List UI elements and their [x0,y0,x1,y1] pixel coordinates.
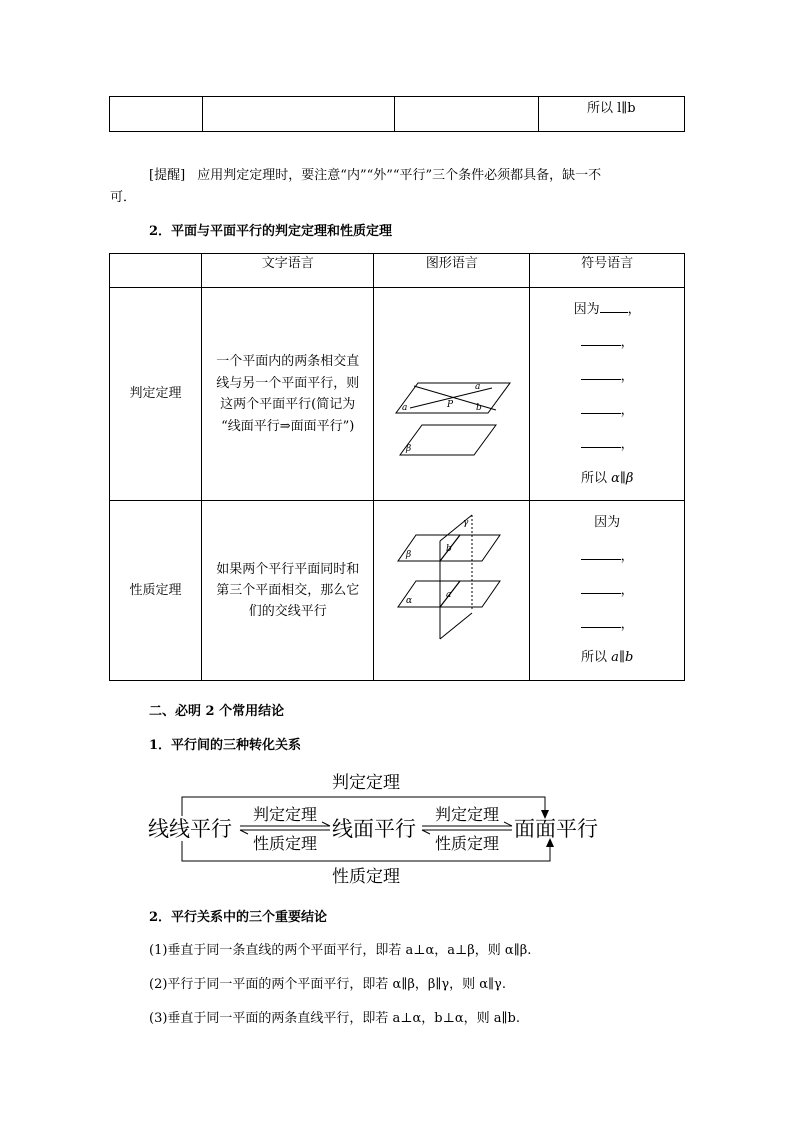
symbol-line: ， [530,428,684,462]
part-heading: 二、必明 2 个常用结论 [149,704,285,719]
arrow2-top: 判定定理 [434,805,500,824]
symbol-line: ， [530,394,684,428]
conclusion-item: (3)垂直于同一平面的两条直线平行，即若 a⊥α，b⊥α，则 a∥b. [149,1011,520,1026]
fig-label: a [402,403,408,413]
parallel-planes-figure [374,288,529,493]
arrow2-bottom: 性质定理 [434,834,500,853]
table-header [110,254,202,288]
sub-heading: 1．平行间的三种转化关系 [149,738,302,753]
text-line: 第三个平面相交，那么它 [216,582,360,598]
fig-label: β [406,444,412,454]
symbol-line: ， [530,326,684,360]
node-line-line: 线线平行 [148,817,232,841]
tip-line-2: 可． [110,190,137,205]
conversion-diagram [140,764,620,894]
symbol-line: ， [530,574,684,608]
tip-line-1 [149,164,601,183]
tip-tag: [提醒] [149,168,186,183]
tip-text-1: 应用判定定理时，要注意“内”“外”“平行”三个条件必须都具备，缺一不 [197,168,602,183]
top-table [109,96,685,132]
text-line: 这两个平面平行(简记为 [220,397,356,413]
top-table-cell [395,97,538,132]
text-line: 们的交线平行 [248,604,327,620]
text-line: 一个平面内的两条相交直 [216,354,360,370]
fig-label: β [406,550,412,561]
node-plane-plane: 面面平行 [514,817,598,841]
text-line: “线面平行⇒面面平行”) [221,418,355,434]
row-figure [374,288,530,501]
top-table-cell [110,97,203,132]
row-text [202,288,374,501]
text-line: 线与另一个平面平行，则 [216,375,360,391]
diagram-top-label: 判定定理 [332,773,400,793]
diagram-bottom-label: 性质定理 [332,867,400,887]
table-header: 符号语言 [530,254,685,288]
row-name: 判定定理 [110,288,202,501]
fig-label: P [447,400,454,410]
symbol-line: 因为 ， [573,301,641,317]
conclusion-item: (1)垂直于同一条直线的两个平面平行，即若 a⊥α，a⊥β，则 α∥β. [149,943,532,958]
section-heading: 2．平面与平面平行的判定定理和性质定理 [149,224,393,239]
fig-label: b [476,403,483,413]
arrow1-bottom: 性质定理 [252,834,318,853]
conclusion-item: (2)平行于同一平面的两个平面平行，即若 α∥β，β∥γ，则 α∥γ. [149,977,506,992]
node-line-plane: 线面平行 [332,817,416,841]
row-name: 性质定理 [110,501,202,681]
theorem-table [109,253,685,681]
table-header: 图形语言 [374,254,530,288]
arrow1-top: 判定定理 [252,805,318,824]
row-symbols [530,501,685,681]
top-table-cell [202,97,395,132]
symbol-line: ， [530,360,684,394]
symbol-line: 因为 [594,515,621,531]
sub-heading: 2．平行关系中的三个重要结论 [149,910,328,925]
top-table-last-cell: 所以 l∥b [538,97,684,132]
row-symbols [530,288,685,501]
symbol-line: ， [530,540,684,574]
table-header: 文字语言 [202,254,374,288]
row-text [202,501,374,681]
fig-label: a [446,590,452,601]
fig-label: γ [463,518,469,529]
fig-label: α [406,596,413,607]
text-line: 如果两个平行平面同时和 [216,561,360,577]
symbol-line: ， [530,608,684,642]
symbol-line: 所以 α∥β [580,470,634,486]
fig-label: a [475,382,481,392]
row-figure [374,501,530,681]
symbol-line: 所以 a∥b [581,650,634,666]
intersection-planes-figure [374,501,529,673]
fig-label: b [446,544,453,555]
